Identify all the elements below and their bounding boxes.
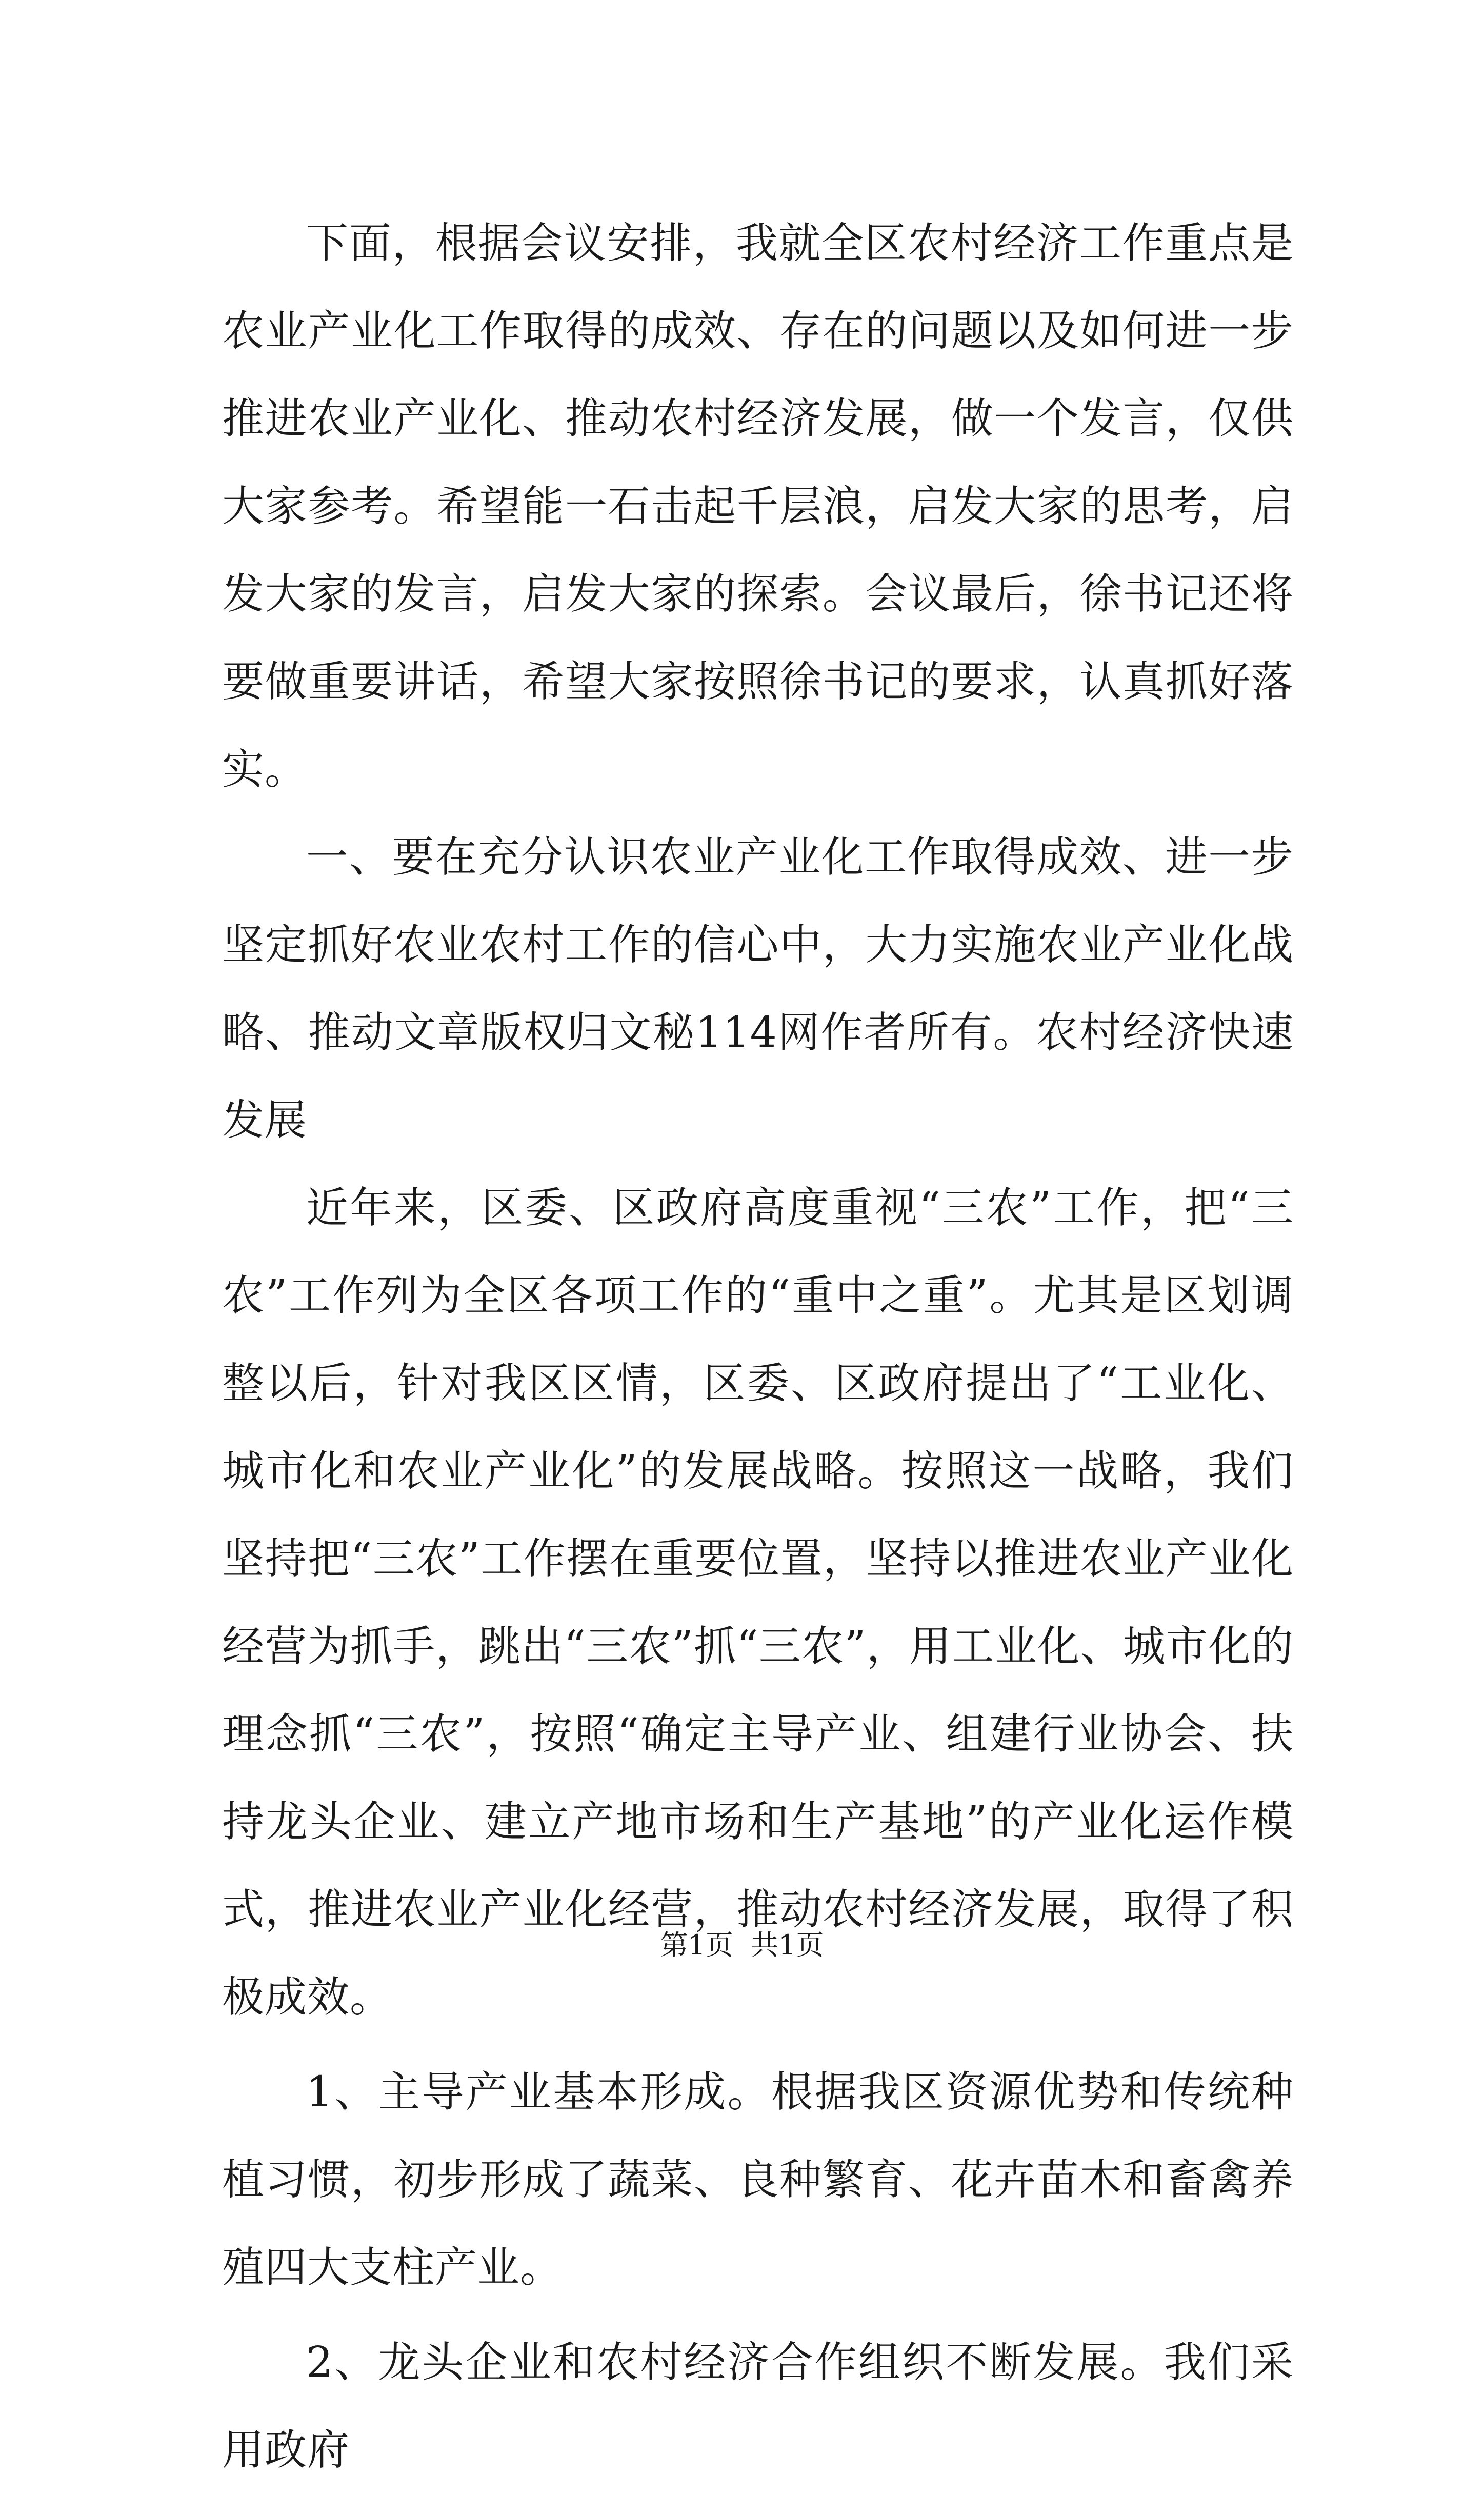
paragraph-item-1: 1、主导产业基本形成。根据我区资源优势和传统种植习惯，初步形成了蔬菜、良种繁育、花卉苗木和畜禽养殖四大支柱产业。 [222, 2068, 1294, 2292]
page-number-footer: 第1页 共1页 [660, 1929, 824, 1961]
paragraph-intro: 下面，根据会议安排，我就全区农村经济工作重点是农业产业化工作取得的成效、存在的问题以及如何进一步推进农业产业化、推动农村经济发展，做一个发言，仅供大家参考。希望能一石击起千层浪，启发大家的思考，启发大家的发言，启发大家的探索。会议最后，徐书记还将要做重要讲话，希望大家按照徐书记的要求，认真抓好落实。 [222, 219, 1294, 794]
paragraph-item-2: 2、龙头企业和农村经济合作组织不断发展。我们采用政府 [222, 2338, 1294, 2475]
document-body [222, 199, 1294, 2494]
paragraph-recent-years: 近年来，区委、区政府高度重视“三农”工作，把“三农”工作列为全区各项工作的“重中之重”。尤其是区划调整以后，针对我区区情，区委、区政府提出了“工业化、城市化和农业产业化”的发展战略。按照这一战略，我们坚持把“三农”工作摆在重要位置，坚持以推进农业产业化经营为抓手，跳出“三农”抓“三农”，用工业化、城市化的理念抓“三农”，按照“确定主导产业、组建行业协会、扶持龙头企业、建立产地市场和生产基地”的产业化运作模式，推进农业产业化经营，推动农村经济发展，取得了积极成效。 [222, 1184, 1294, 2022]
paragraph-section-one-heading: 一、要在充分认识农业产业化工作取得成效、进一步坚定抓好农业农村工作的信心中，大力实施农业产业化战略、推动文章版权归文秘114网作者所有。农村经济快速发展 [222, 833, 1294, 1145]
